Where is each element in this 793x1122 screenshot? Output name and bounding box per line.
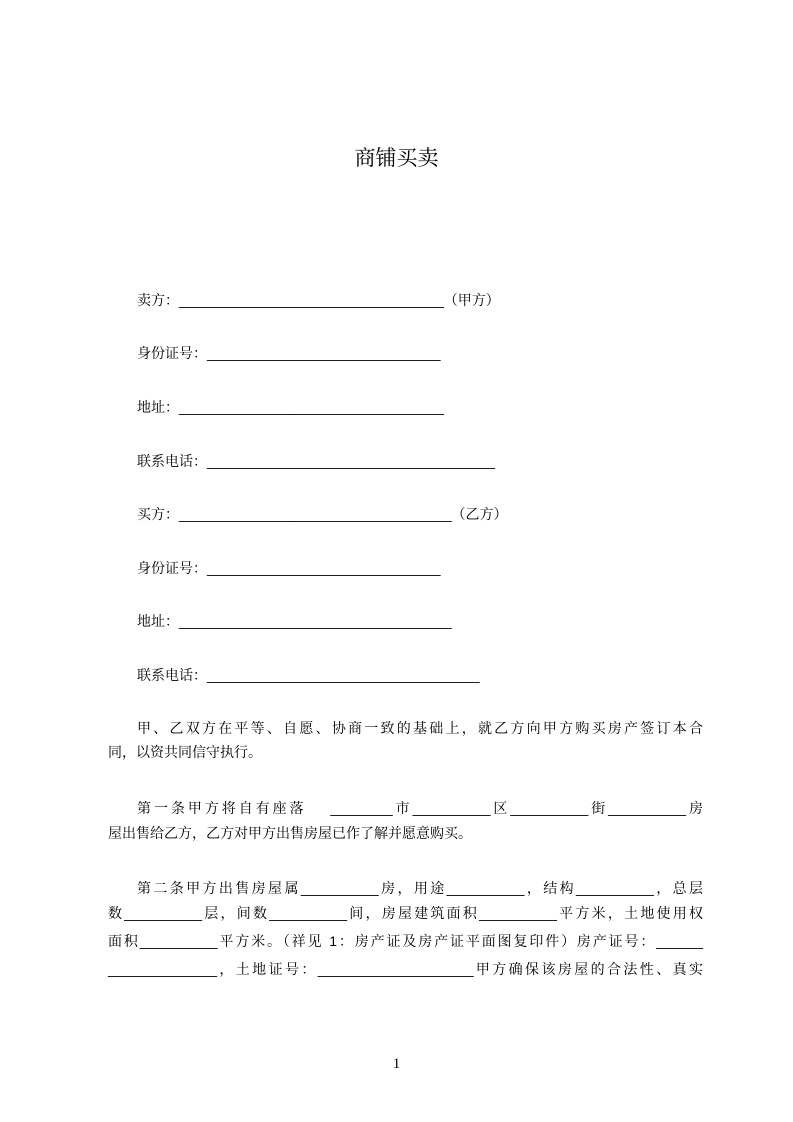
paragraph-line: 第二条甲方出售房屋属__________房，用途__________，结构__________，总层 — [137, 880, 703, 896]
seller-phone-field: 联系电话：_____________________________________ — [137, 453, 496, 469]
paragraph-line: 面积__________平方米。（祥见 1：房产证及房产证平面图复印件）房产证号：______ — [108, 933, 703, 949]
document-title: 商铺买卖 — [354, 147, 439, 170]
page-number: 1 — [392, 1056, 401, 1072]
buyer-address-field: 地址：___________________________________ — [137, 613, 452, 629]
paragraph-line: 甲、乙双方在平等、自愿、协商一致的基础上，就乙方向甲方购买房产签订本合 — [137, 720, 703, 736]
paragraph-line: ______________，土地证号：____________________甲方确保该房屋的合法性、真实 — [108, 961, 703, 977]
seller-address-field: 地址：__________________________________ — [137, 399, 444, 415]
seller-id-field: 身份证号：______________________________ — [137, 345, 441, 361]
buyer-phone-field: 联系电话：___________________________________ — [137, 667, 480, 683]
seller-name-field: 卖方：__________________________________（甲方） — [137, 292, 500, 308]
paragraph-line: 同，以资共同信守执行。 — [108, 744, 262, 760]
paragraph-line: 屋出售给乙方，乙方对甲方出售房屋已作了解并愿意购买。 — [108, 825, 472, 841]
paragraph-line: 第一条甲方将自有座落 ________市__________区__________街__________房 — [137, 800, 703, 816]
buyer-id-field: 身份证号：______________________________ — [137, 560, 441, 576]
paragraph-line: 数__________层，间数__________间，房屋建筑面积__________平方米，土地使用权 — [108, 905, 703, 921]
buyer-name-field: 买方：___________________________________（乙方） — [137, 506, 508, 522]
